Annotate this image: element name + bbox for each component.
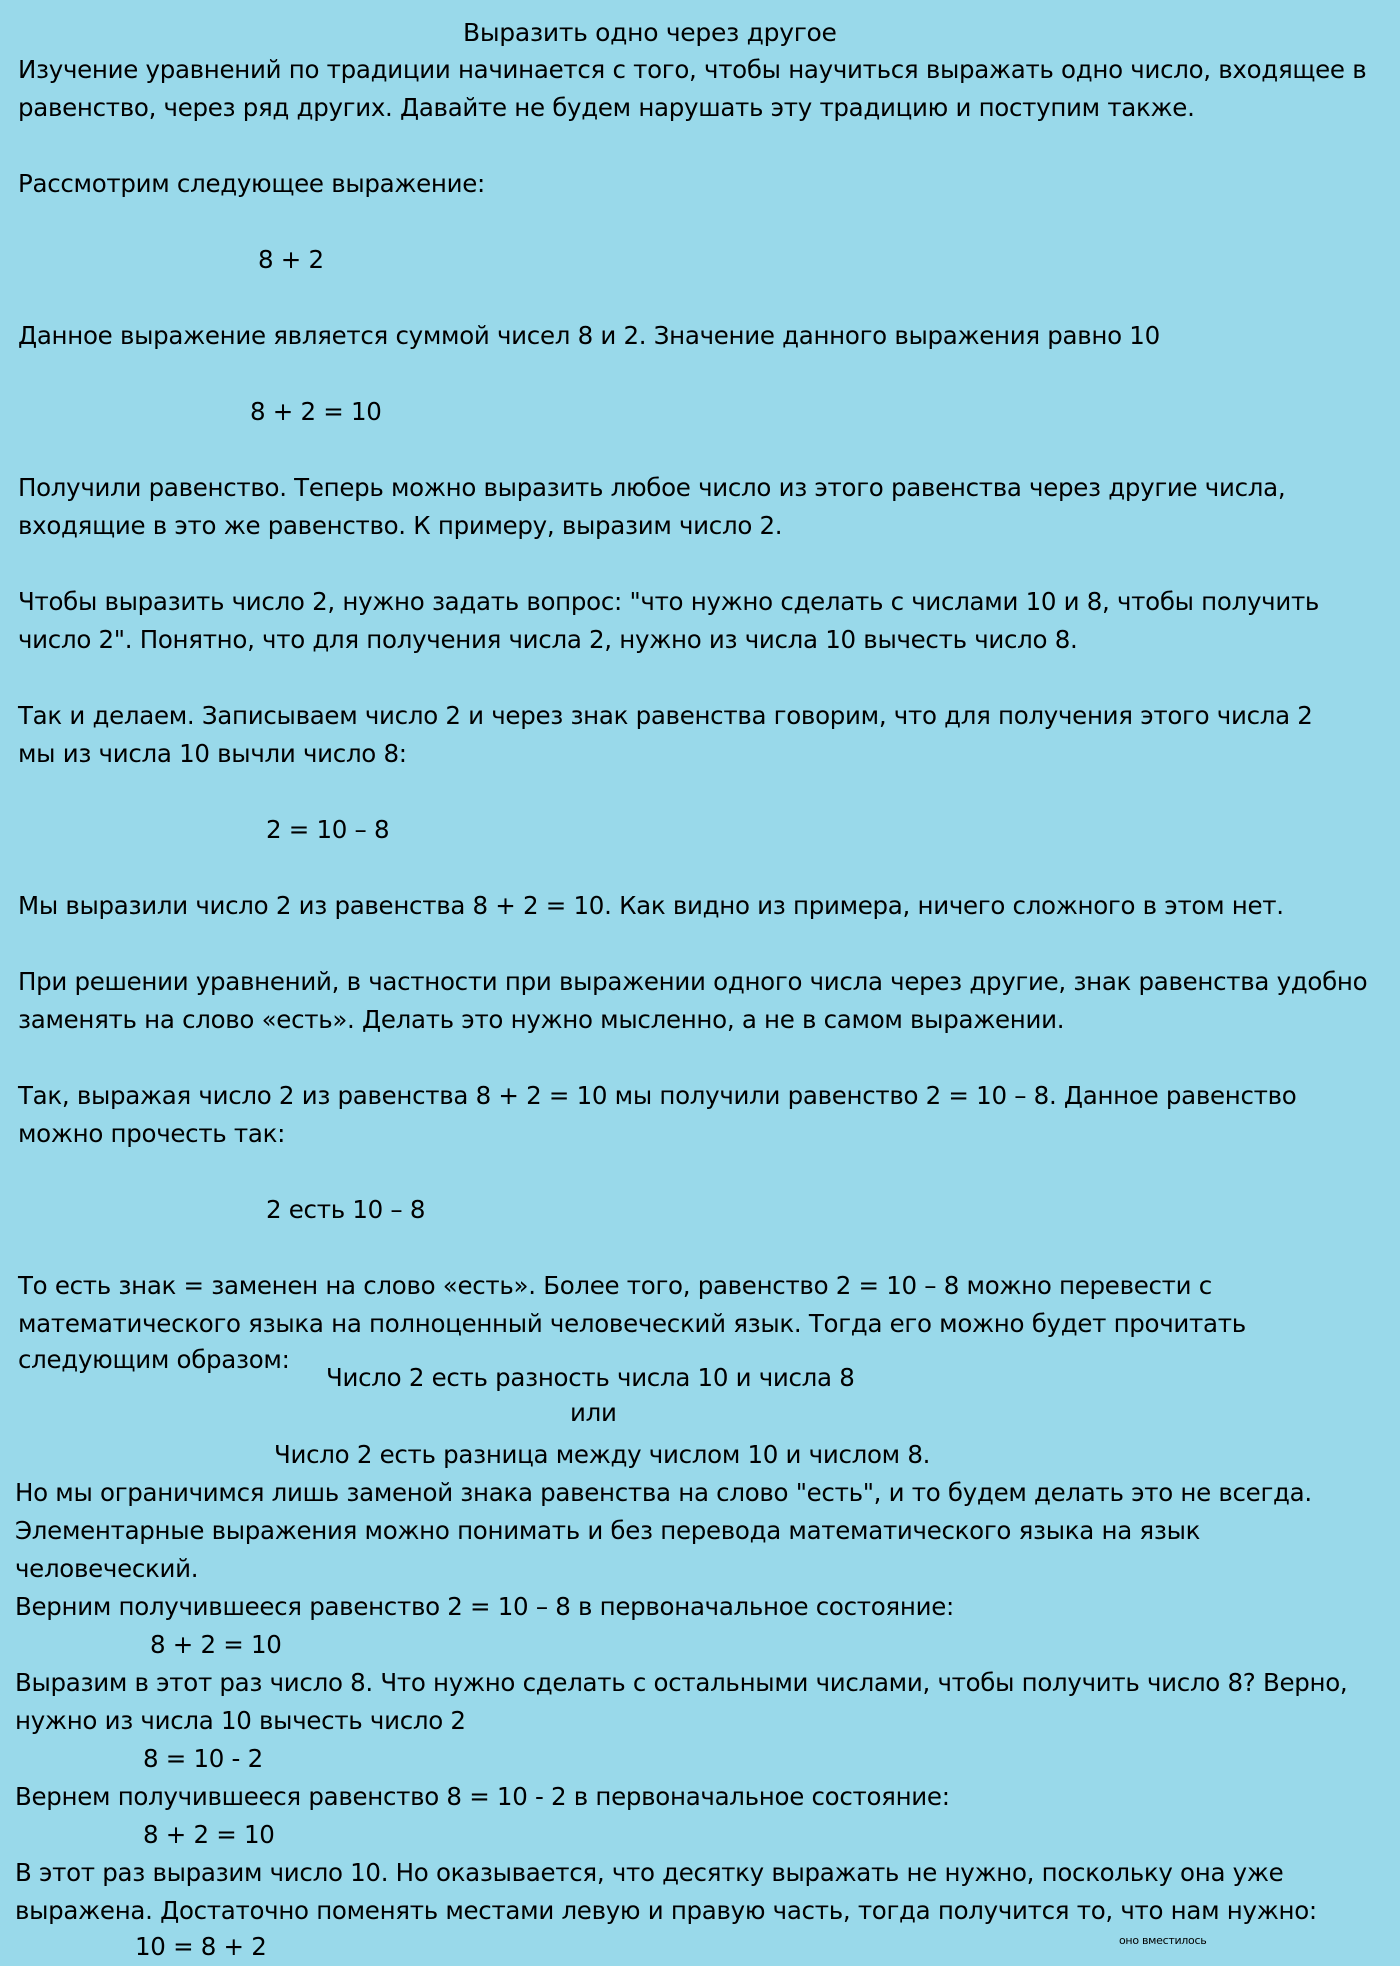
- paragraph-line: Чтобы выразить число 2, нужно задать вопрос: "что нужно сделать с числами 10 и 8, чтобы получить: [18, 587, 1320, 616]
- formula: 8 + 2: [258, 245, 324, 274]
- paragraph-line: Так и делаем. Записываем число 2 и через знак равенства говорим, что для получения этого числа 2: [18, 701, 1313, 730]
- paragraph-line: равенство, через ряд других. Давайте не будем нарушать эту традицию и поступим также.: [18, 93, 1195, 122]
- reading-line: Число 2 есть разница между числом 10 и числом 8.: [274, 1440, 931, 1469]
- paragraph-line: математического языка на полноценный человеческий язык. Тогда его можно будет прочитать: [18, 1309, 1246, 1338]
- paragraph-line: Изучение уравнений по традиции начинается с того, чтобы научиться выражать одно число, входящее в: [18, 55, 1367, 84]
- paragraph-line: Выразим в этот раз число 8. Что нужно сделать с остальными числами, чтобы получить число 8? Верно,: [15, 1668, 1348, 1697]
- formula: 8 + 2 = 10: [143, 1820, 275, 1849]
- paragraph-line: Получили равенство. Теперь можно выразить любое число из этого равенства через другие числа,: [18, 473, 1286, 502]
- paragraph-line: выражена. Достаточно поменять местами левую и правую часть, тогда получится то, что нам нужно:: [15, 1896, 1317, 1925]
- footnote: оно вместилось: [1119, 1934, 1207, 1947]
- paragraph-line: Так, выражая число 2 из равенства 8 + 2 = 10 мы получили равенство 2 = 10 – 8. Данное равенство: [18, 1081, 1297, 1110]
- paragraph-line: Данное выражение является суммой чисел 8 и 2. Значение данного выражения равно 10: [18, 321, 1160, 350]
- formula: 8 + 2 = 10: [250, 397, 382, 426]
- paragraph-line: Элементарные выражения можно понимать и без перевода математического языка на язык: [15, 1516, 1201, 1545]
- paragraph-line: В этот раз выразим число 10. Но оказывается, что десятку выражать не нужно, поскольку она уже: [15, 1858, 1284, 1887]
- formula: 2 = 10 – 8: [266, 815, 390, 844]
- paragraph-line: следующим образом:: [18, 1345, 290, 1374]
- paragraph-line: мы из числа 10 вычли число 8:: [18, 739, 407, 768]
- formula: 8 + 2 = 10: [150, 1630, 282, 1659]
- paragraph-line: Верним получившееся равенство 2 = 10 – 8 в первоначальное состояние:: [15, 1592, 954, 1621]
- reading-line: Число 2 есть разность числа 10 и числа 8: [326, 1363, 855, 1392]
- paragraph-line: входящие в это же равенство. К примеру, выразим число 2.: [18, 511, 783, 540]
- paragraph-line: человеческий.: [15, 1554, 199, 1583]
- paragraph-line: можно прочесть так:: [18, 1119, 286, 1148]
- page-title: Выразить одно через другое: [463, 18, 837, 47]
- paragraph-line: Но мы ограничимся лишь заменой знака равенства на слово "есть", и то будем делать это не всегда.: [15, 1478, 1312, 1507]
- paragraph-line: нужно из числа 10 вычесть число 2: [15, 1706, 466, 1735]
- paragraph-line: число 2". Понятно, что для получения числа 2, нужно из числа 10 вычесть число 8.: [18, 625, 1078, 654]
- paragraph-line: Мы выразили число 2 из равенства 8 + 2 = 10. Как видно из примера, ничего сложного в этом нет.: [18, 891, 1284, 920]
- paragraph-line: Рассмотрим следующее выражение:: [18, 169, 485, 198]
- paragraph-line: Вернем получившееся равенство 8 = 10 - 2 в первоначальное состояние:: [15, 1782, 950, 1811]
- paragraph-line: То есть знак = заменен на слово «есть». Более того, равенство 2 = 10 – 8 можно перевести с: [18, 1271, 1212, 1300]
- formula: 2 есть 10 – 8: [266, 1195, 426, 1224]
- reading-connector: или: [570, 1398, 617, 1427]
- formula: 8 = 10 - 2: [143, 1744, 263, 1773]
- paragraph-line: заменять на слово «есть». Делать это нужно мысленно, а не в самом выражении.: [18, 1005, 1065, 1034]
- paragraph-line: При решении уравнений, в частности при выражении одного числа через другие, знак равенства удобно: [18, 967, 1368, 996]
- formula: 10 = 8 + 2: [135, 1932, 267, 1961]
